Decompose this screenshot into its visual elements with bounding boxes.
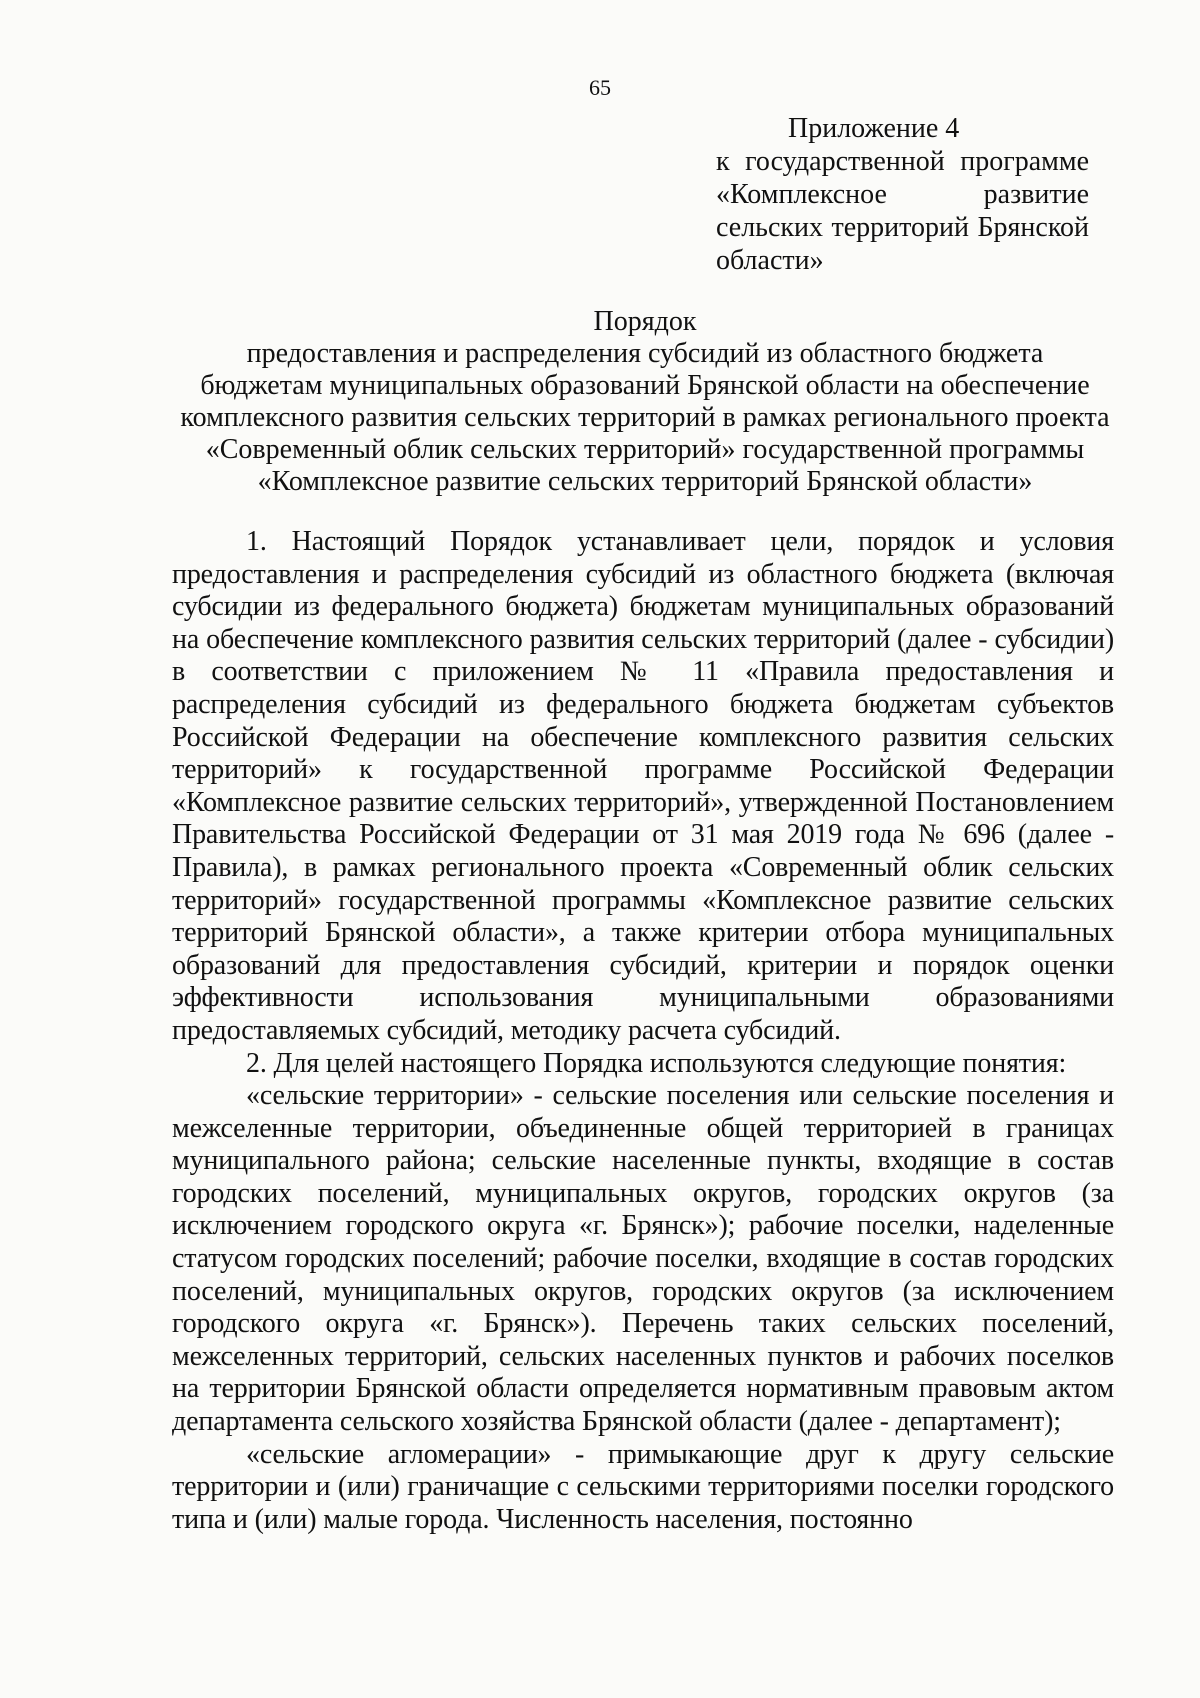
document-subtitle: предоставления и распределения субсидий из областного бюджета бюджетам муниципальных образований Брянской области на обеспечение комплексного развития сельских территорий в рамках регионального проекта «Современный облик сельских территорий» государственной программы «Комплексное развитие сельских территорий Брянской области»: [180, 338, 1110, 497]
page-number: 65: [589, 75, 611, 100]
paragraph: «сельские агломерации» - примыкающие друг к другу сельские территории и (или) граничащие с сельскими территориями поселки городского типа и (или) малые города. Численность населения, постоянно: [172, 1438, 1114, 1535]
paragraph: 2. Для целей настоящего Порядка используются следующие понятия:: [246, 1047, 1067, 1079]
document-body: [172, 526, 1114, 1536]
appendix-header: [716, 112, 1089, 277]
appendix-title: Приложение 4: [788, 113, 960, 144]
appendix-reference: к государственной программе «Комплексное развитие сельских территорий Брянской области»: [716, 146, 1089, 276]
paragraph: 1. Настоящий Порядок устанавливает цели, порядок и условия предоставления и распределения субсидий из областного бюджета (включая субсидии из федерального бюджета) бюджетам муниципальных образований на обеспечение комплексного развития сельских территорий (далее - субсидии) в соответствии с приложением № 11 «Правила предоставления и распределения субсидий из федерального бюджета бюджетам субъектов Российской Федерации на обеспечение комплексного развития сельских территорий» к государственной программе Российской Федерации «Комплексное развитие сельских территорий», утвержденной Постановлением Правительства Российской Федерации от 31 мая 2019 года № 696 (далее - Правила), в рамках регионального проекта «Современный облик сельских территорий» государственной программы «Комплексное развитие сельских территорий Брянской области», а также критерии отбора муниципальных образований для предоставления субсидий, критерии и порядок оценки эффективности использования муниципальными образованиями предоставляемых субсидий, методику расчета субсидий.: [172, 526, 1114, 1046]
document-title: Порядок: [593, 306, 697, 337]
paragraph: «сельские территории» - сельские поселения или сельские поселения и межселенные территории, объединенные общей территорией в границах муниципального района; сельские населенные пункты, входящие в состав городских поселений, муниципальных округов, городских округов (за исключением городского округа «г. Брянск»); рабочие поселки, наделенные статусом городских поселений; рабочие поселки, входящие в состав городских поселений, муниципальных округов, городских округов (за исключением городского округа «г. Брянск»). Перечень таких сельских поселений, межселенных территорий, сельских населенных пунктов и рабочих поселков на территории Брянской области определяется нормативным правовым актом департамента сельского хозяйства Брянской области (далее - департамент);: [172, 1080, 1114, 1438]
